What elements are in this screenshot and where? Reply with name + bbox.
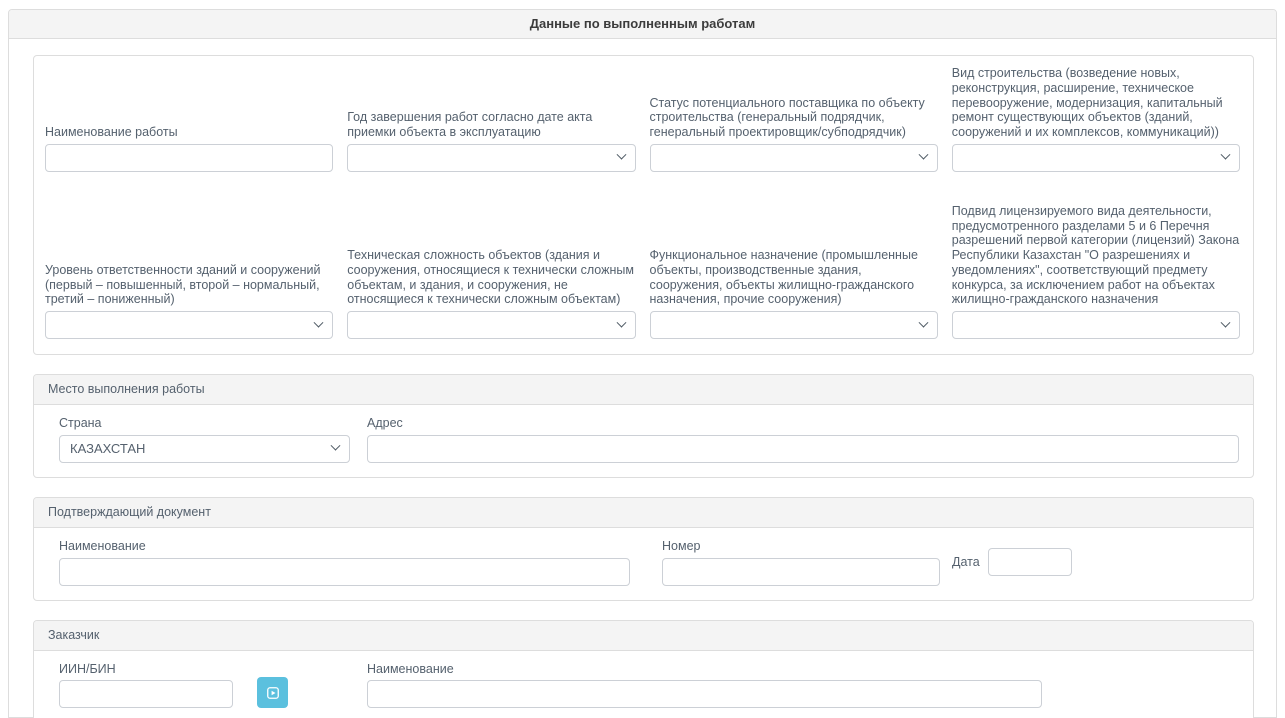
technical-complexity-select[interactable] [347,311,635,339]
functional-purpose-label: Функциональное назначение (промышленные объекты, производственные здания, сооружения, объекты жилищно-гражданского назначения, прочие сооружения) [649,248,918,307]
panel-body [9,39,1276,718]
play-square-icon [266,686,280,700]
chevron-down-icon [314,317,324,327]
supplier-status-select[interactable] [650,144,938,172]
license-subtype-select[interactable] [952,311,1240,339]
chevron-down-icon [1221,317,1231,327]
chevron-down-icon [616,317,626,327]
section-customer-header [34,621,1253,651]
section-confirming-document [33,497,1254,601]
field-work-name [45,66,333,172]
field-address [367,416,1239,463]
field-responsibility-level [45,204,333,339]
section-title: Заказчик [48,627,100,642]
document-date-input[interactable] [988,548,1072,576]
field-construction-type [952,66,1240,172]
chevron-down-icon [918,317,928,327]
iin-lookup-button[interactable] [257,677,288,708]
chevron-down-icon [331,441,341,451]
iin-bin-input[interactable] [59,680,233,708]
responsibility-level-label: Уровень ответственности зданий и сооружений (первый – повышенный, второй – нормальный, третий – пониженный) [45,262,321,307]
field-functional-purpose [650,204,938,339]
panel-header [9,10,1276,39]
completed-works-panel [8,9,1277,718]
chevron-down-icon [1221,150,1231,160]
license-subtype-label: Подвид лицензируемого вида деятельности, предусмотренного разделами 5 и 6 Перечня разрешений первой категории (лицензий) Закона Республики Казахстан "О разрешениях и уведомлениях", соответствующий предмету конкурса, за исключением работ на объектах жилищно-гражданского назначения [951,203,1240,307]
section-place-of-work [33,374,1254,478]
field-country [59,416,350,463]
section-place-of-work-header [34,375,1253,405]
section-title: Место выполнения работы [48,382,205,396]
construction-type-select[interactable] [952,144,1240,172]
field-document-date [952,548,1072,576]
field-iin-bin [59,662,233,709]
section-customer [33,620,1254,718]
field-license-subtype [952,204,1240,339]
section-place-of-work-body [34,405,1253,477]
completion-year-select[interactable] [347,144,635,172]
iin-bin-label: ИИН/БИН [59,661,116,676]
address-label: Адрес [367,416,403,430]
technical-complexity-label: Техническая сложность объектов (здания и сооружения, относящиеся к технически сложным объектам, и здания, и сооружения, не относящиеся к технически сложным объектам) [347,248,634,307]
field-document-name [59,539,630,586]
completion-year-label: Год завершения работ согласно дате акта приемки объекта в эксплуатацию [347,110,593,139]
document-number-label: Номер [662,538,701,553]
work-name-input[interactable] [45,144,333,172]
work-details-row-1 [45,66,1240,172]
functional-purpose-select[interactable] [650,311,938,339]
field-completion-year [347,66,635,172]
customer-name-input[interactable] [367,680,1042,708]
section-title: Подтверждающий документ [48,504,211,519]
customer-name-label: Наименование [367,661,454,676]
document-date-label: Дата [952,554,980,569]
work-name-label: Наименование работы [45,125,178,139]
country-select[interactable] [59,435,350,463]
construction-type-label: Вид строительства (возведение новых, реконструкция, расширение, техническое перевооружение, модернизация, капитальный ремонт существующих объектов (зданий, сооружений и их комплексов, коммуникаций)) [951,66,1223,139]
responsibility-level-select[interactable] [45,311,333,339]
page-title: Данные по выполненным работам [529,16,756,31]
country-select-value: КАЗАХСТАН [70,441,146,457]
work-details-row-2 [45,204,1240,339]
section-customer-body [34,651,1253,718]
field-technical-complexity [347,204,635,339]
country-label: Страна [59,416,102,430]
field-customer-name [367,662,1042,709]
chevron-down-icon [616,150,626,160]
document-name-input[interactable] [59,558,630,586]
field-supplier-status [650,66,938,172]
chevron-down-icon [918,150,928,160]
address-input[interactable] [367,435,1239,463]
supplier-status-label: Статус потенциального поставщика по объекту строительства (генеральный подрядчик, генеральный проектировщик/субподрядчик) [649,95,925,139]
work-details-card [33,55,1254,355]
document-number-input[interactable] [662,558,940,586]
field-document-number [662,539,940,586]
section-confirming-document-body [34,528,1253,600]
document-name-label: Наименование [59,538,146,553]
section-confirming-document-header [34,498,1253,528]
